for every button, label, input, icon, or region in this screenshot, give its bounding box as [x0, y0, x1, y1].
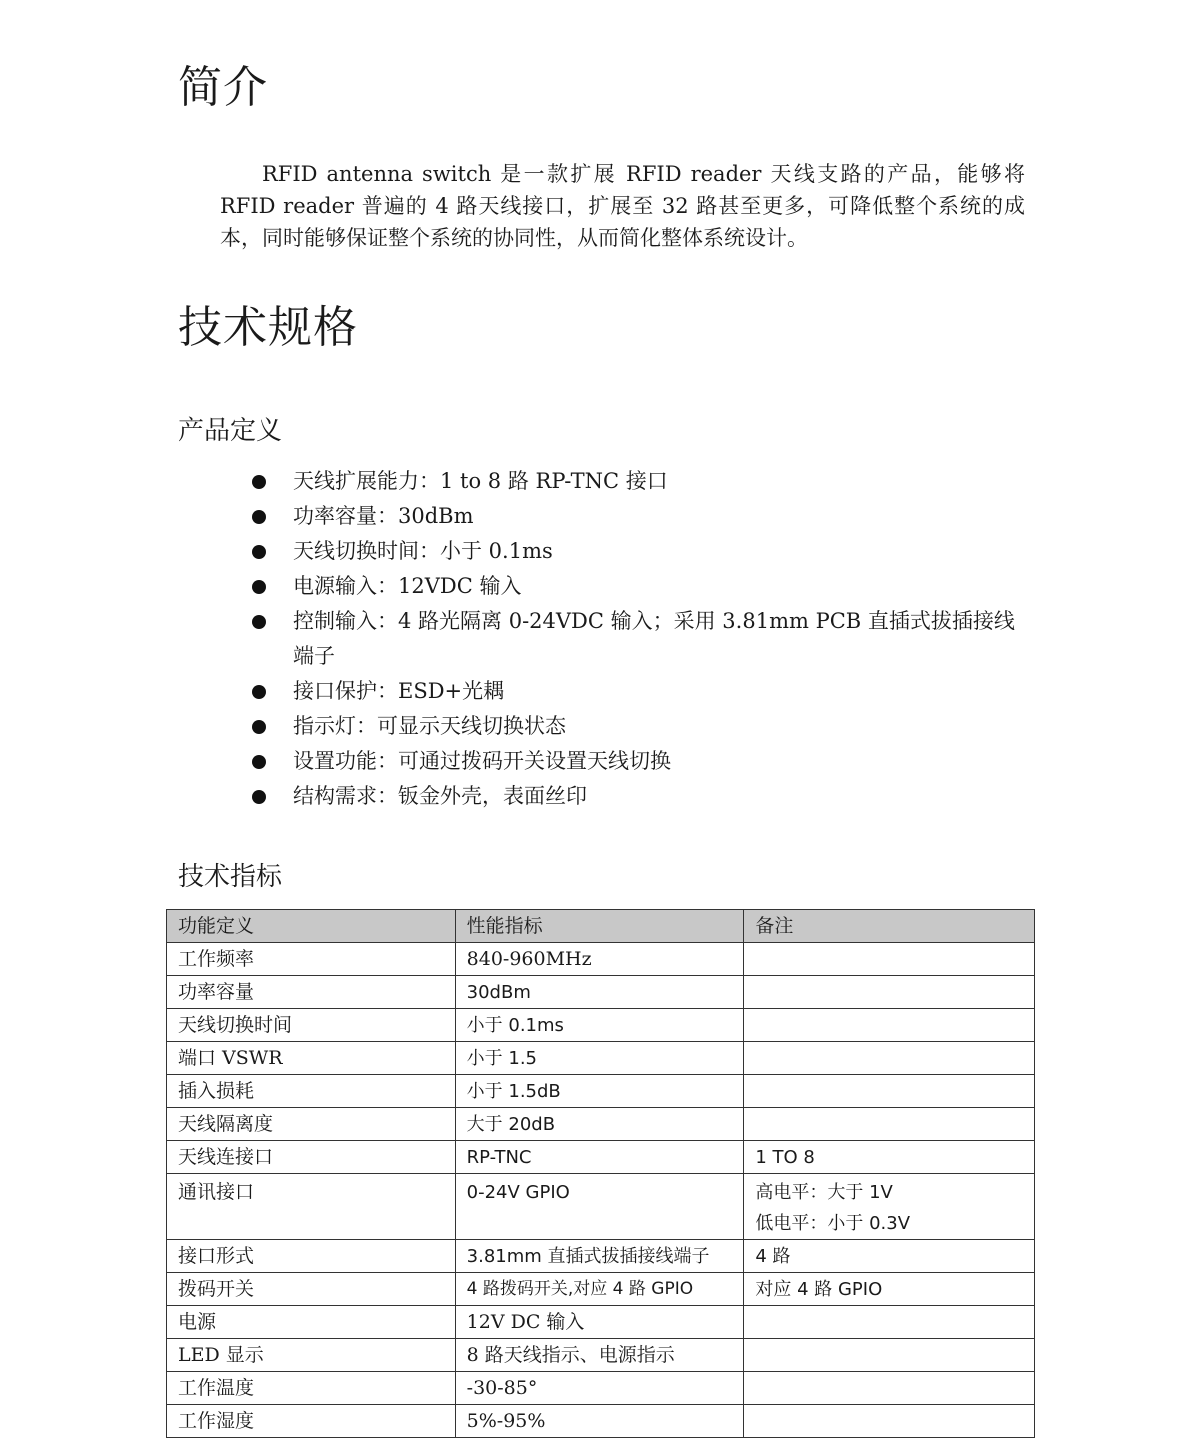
product-definition-list [250, 464, 1030, 814]
list-item-text: 功率容量：30dBm [293, 504, 474, 528]
list-item-text: 电源输入：12VDC 输入 [293, 574, 522, 598]
column-header-performance: 性能指标 [455, 910, 744, 943]
bullet-icon [252, 580, 266, 594]
bullet-icon [252, 685, 266, 699]
cell-value: -30-85° [455, 1372, 744, 1405]
cell-value: RP-TNC [455, 1141, 744, 1174]
cell-note [744, 1075, 1035, 1108]
list-item [250, 674, 1030, 709]
column-header-function: 功能定义 [167, 910, 456, 943]
list-item-text: 接口保护：ESD+光耦 [293, 679, 505, 703]
table-row [167, 1273, 1035, 1306]
cell-value: 12V DC 输入 [455, 1306, 744, 1339]
cell-function: 拨码开关 [167, 1273, 456, 1306]
cell-note [744, 976, 1035, 1009]
table-row [167, 1075, 1035, 1108]
cell-function: 端口 VSWR [167, 1042, 456, 1075]
section-title-intro: 简介 [178, 62, 268, 113]
subsection-title-definition: 产品定义 [178, 416, 283, 446]
cell-note: 4 路 [744, 1240, 1035, 1273]
cell-note [744, 1042, 1035, 1075]
cell-value: 0-24V GPIO [455, 1174, 744, 1240]
cell-function: 接口形式 [167, 1240, 456, 1273]
cell-function: 功率容量 [167, 976, 456, 1009]
cell-note-line: 低电平：小于 0.3V [755, 1213, 911, 1234]
cell-function: 工作湿度 [167, 1405, 456, 1438]
cell-value: 4 路拨码开关,对应 4 路 GPIO [455, 1273, 744, 1306]
cell-function: 工作温度 [167, 1372, 456, 1405]
table-row [167, 943, 1035, 976]
cell-note [744, 1339, 1035, 1372]
list-item-text: 控制输入：4 路光隔离 0-24VDC 输入；采用 3.81mm PCB 直插式拔插接线端子 [293, 609, 1015, 668]
cell-value: 小于 1.5 [455, 1042, 744, 1075]
list-item-text: 设置功能：可通过拨码开关设置天线切换 [293, 749, 671, 773]
list-item [250, 464, 1030, 499]
cell-function: 电源 [167, 1306, 456, 1339]
cell-value: 大于 20dB [455, 1108, 744, 1141]
list-item [250, 604, 1030, 674]
bullet-icon [252, 720, 266, 734]
bullet-icon [252, 545, 266, 559]
cell-value: 8 路天线指示、电源指示 [455, 1339, 744, 1372]
list-item-text: 天线扩展能力：1 to 8 路 RP-TNC 接口 [293, 469, 668, 493]
cell-function: LED 显示 [167, 1339, 456, 1372]
cell-function: 通讯接口 [167, 1174, 456, 1240]
table-row [167, 1339, 1035, 1372]
cell-value: 小于 1.5dB [455, 1075, 744, 1108]
cell-note [744, 1306, 1035, 1339]
table-row [167, 1240, 1035, 1273]
list-item [250, 569, 1030, 604]
section-title-spec: 技术规格 [178, 302, 358, 353]
cell-note-line: 高电平：大于 1V [755, 1182, 893, 1203]
cell-note: 1 TO 8 [744, 1141, 1035, 1174]
cell-note [744, 1009, 1035, 1042]
cell-value: 840-960MHz [455, 943, 744, 976]
list-item-text: 结构需求：钣金外壳，表面丝印 [293, 784, 587, 808]
cell-note [744, 943, 1035, 976]
bullet-icon [252, 510, 266, 524]
table-row [167, 1174, 1035, 1240]
cell-note [744, 1405, 1035, 1438]
bullet-icon [252, 475, 266, 489]
cell-function: 工作频率 [167, 943, 456, 976]
intro-paragraph: RFID antenna switch 是一款扩展 RFID reader 天线支路的产品，能够将 RFID reader 普遍的 4 路天线接口，扩展至 32 路甚至更多，可降低整个系统的成本，同时能够保证整个系统的协同性，从而简化整体系统设计。 [220, 162, 1025, 250]
list-item-text: 天线切换时间：小于 0.1ms [293, 539, 553, 563]
list-item [250, 499, 1030, 534]
cell-value: 小于 0.1ms [455, 1009, 744, 1042]
table-header-row [167, 910, 1035, 943]
spec-table [166, 909, 1035, 1438]
list-item [250, 779, 1030, 814]
cell-note: 对应 4 路 GPIO [744, 1273, 1035, 1306]
cell-function: 插入损耗 [167, 1075, 456, 1108]
table-row [167, 1042, 1035, 1075]
column-header-note: 备注 [744, 910, 1035, 943]
bullet-icon [252, 790, 266, 804]
cell-function: 天线连接口 [167, 1141, 456, 1174]
table-row [167, 1009, 1035, 1042]
cell-value: 5%-95% [455, 1405, 744, 1438]
bullet-icon [252, 615, 266, 629]
cell-function: 天线隔离度 [167, 1108, 456, 1141]
table-row [167, 1405, 1035, 1438]
table-row [167, 1306, 1035, 1339]
bullet-icon [252, 755, 266, 769]
table-row [167, 976, 1035, 1009]
list-item [250, 534, 1030, 569]
table-row [167, 1372, 1035, 1405]
list-item [250, 744, 1030, 779]
table-row [167, 1141, 1035, 1174]
list-item-text: 指示灯：可显示天线切换状态 [293, 714, 566, 738]
cell-value: 3.81mm 直插式拔插接线端子 [455, 1240, 744, 1273]
cell-note [744, 1108, 1035, 1141]
subsection-title-indicators: 技术指标 [178, 862, 283, 892]
cell-note [744, 1372, 1035, 1405]
list-item [250, 709, 1030, 744]
cell-function: 天线切换时间 [167, 1009, 456, 1042]
cell-value: 30dBm [455, 976, 744, 1009]
table-row [167, 1108, 1035, 1141]
cell-note [744, 1174, 1035, 1240]
